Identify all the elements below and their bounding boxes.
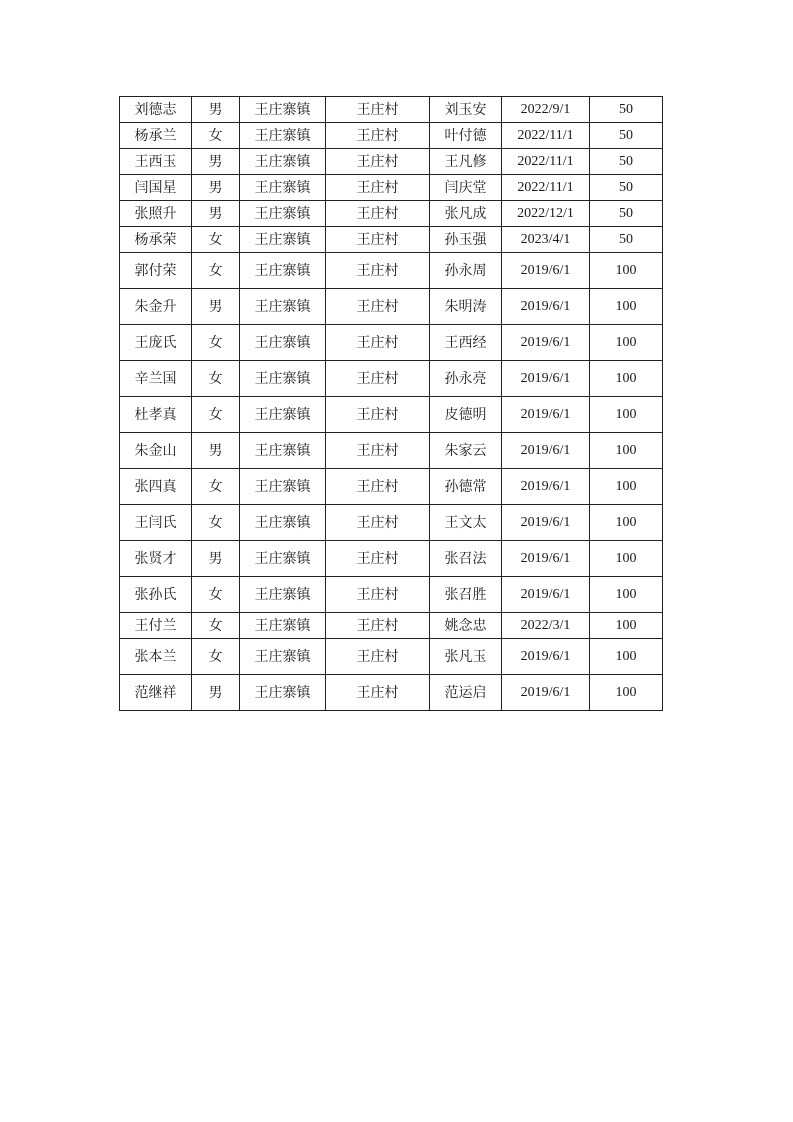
town-cell: 王庄寨镇 — [240, 289, 326, 325]
table-row — [120, 227, 663, 253]
gender-cell: 女 — [192, 469, 240, 505]
village-cell: 王庄村 — [326, 541, 430, 577]
village-cell: 王庄村 — [326, 361, 430, 397]
date-cell: 2019/6/1 — [502, 675, 590, 711]
town-cell: 王庄寨镇 — [240, 253, 326, 289]
name-cell: 王付兰 — [120, 613, 192, 639]
contact-cell: 孙永周 — [430, 253, 502, 289]
village-cell: 王庄村 — [326, 469, 430, 505]
contact-cell: 王文太 — [430, 505, 502, 541]
table-row — [120, 675, 663, 711]
village-cell: 王庄村 — [326, 149, 430, 175]
roster-table-body — [120, 97, 663, 711]
date-cell: 2019/6/1 — [502, 397, 590, 433]
contact-cell: 王西经 — [430, 325, 502, 361]
amount-cell: 50 — [590, 149, 663, 175]
table-row — [120, 433, 663, 469]
date-cell: 2022/9/1 — [502, 97, 590, 123]
gender-cell: 男 — [192, 675, 240, 711]
date-cell: 2022/11/1 — [502, 175, 590, 201]
gender-cell: 男 — [192, 175, 240, 201]
amount-cell: 50 — [590, 227, 663, 253]
name-cell: 刘德志 — [120, 97, 192, 123]
date-cell: 2022/12/1 — [502, 201, 590, 227]
name-cell: 杨承兰 — [120, 123, 192, 149]
town-cell: 王庄寨镇 — [240, 613, 326, 639]
table-row — [120, 97, 663, 123]
table-row — [120, 361, 663, 397]
contact-cell: 孙玉强 — [430, 227, 502, 253]
name-cell: 王庞氏 — [120, 325, 192, 361]
table-row — [120, 253, 663, 289]
gender-cell: 男 — [192, 97, 240, 123]
amount-cell: 100 — [590, 675, 663, 711]
name-cell: 杨承荣 — [120, 227, 192, 253]
date-cell: 2019/6/1 — [502, 505, 590, 541]
town-cell: 王庄寨镇 — [240, 433, 326, 469]
town-cell: 王庄寨镇 — [240, 175, 326, 201]
table-row — [120, 123, 663, 149]
gender-cell: 女 — [192, 397, 240, 433]
date-cell: 2019/6/1 — [502, 639, 590, 675]
contact-cell: 张召法 — [430, 541, 502, 577]
gender-cell: 女 — [192, 361, 240, 397]
village-cell: 王庄村 — [326, 577, 430, 613]
town-cell: 王庄寨镇 — [240, 325, 326, 361]
amount-cell: 100 — [590, 505, 663, 541]
amount-cell: 100 — [590, 289, 663, 325]
contact-cell: 朱明涛 — [430, 289, 502, 325]
name-cell: 张本兰 — [120, 639, 192, 675]
gender-cell: 男 — [192, 433, 240, 469]
table-row — [120, 149, 663, 175]
gender-cell: 男 — [192, 289, 240, 325]
village-cell: 王庄村 — [326, 505, 430, 541]
gender-cell: 女 — [192, 123, 240, 149]
contact-cell: 张召胜 — [430, 577, 502, 613]
name-cell: 杜孝真 — [120, 397, 192, 433]
contact-cell: 孙永亮 — [430, 361, 502, 397]
town-cell: 王庄寨镇 — [240, 397, 326, 433]
date-cell: 2019/6/1 — [502, 577, 590, 613]
village-cell: 王庄村 — [326, 433, 430, 469]
date-cell: 2023/4/1 — [502, 227, 590, 253]
contact-cell: 王凡修 — [430, 149, 502, 175]
town-cell: 王庄寨镇 — [240, 469, 326, 505]
village-cell: 王庄村 — [326, 289, 430, 325]
gender-cell: 女 — [192, 227, 240, 253]
table-row — [120, 577, 663, 613]
amount-cell: 100 — [590, 577, 663, 613]
date-cell: 2022/11/1 — [502, 123, 590, 149]
name-cell: 辛兰国 — [120, 361, 192, 397]
table-row — [120, 469, 663, 505]
village-cell: 王庄村 — [326, 175, 430, 201]
name-cell: 朱金山 — [120, 433, 192, 469]
date-cell: 2019/6/1 — [502, 469, 590, 505]
town-cell: 王庄寨镇 — [240, 201, 326, 227]
town-cell: 王庄寨镇 — [240, 123, 326, 149]
village-cell: 王庄村 — [326, 675, 430, 711]
date-cell: 2019/6/1 — [502, 253, 590, 289]
amount-cell: 100 — [590, 325, 663, 361]
gender-cell: 女 — [192, 253, 240, 289]
contact-cell: 皮德明 — [430, 397, 502, 433]
date-cell: 2019/6/1 — [502, 361, 590, 397]
contact-cell: 范运启 — [430, 675, 502, 711]
amount-cell: 100 — [590, 253, 663, 289]
table-row — [120, 289, 663, 325]
town-cell: 王庄寨镇 — [240, 361, 326, 397]
amount-cell: 100 — [590, 469, 663, 505]
village-cell: 王庄村 — [326, 123, 430, 149]
town-cell: 王庄寨镇 — [240, 541, 326, 577]
name-cell: 张贤才 — [120, 541, 192, 577]
name-cell: 范继祥 — [120, 675, 192, 711]
contact-cell: 朱家云 — [430, 433, 502, 469]
gender-cell: 女 — [192, 613, 240, 639]
town-cell: 王庄寨镇 — [240, 505, 326, 541]
gender-cell: 女 — [192, 505, 240, 541]
name-cell: 郭付荣 — [120, 253, 192, 289]
contact-cell: 叶付德 — [430, 123, 502, 149]
table-row — [120, 201, 663, 227]
contact-cell: 闫庆堂 — [430, 175, 502, 201]
town-cell: 王庄寨镇 — [240, 577, 326, 613]
date-cell: 2022/3/1 — [502, 613, 590, 639]
town-cell: 王庄寨镇 — [240, 639, 326, 675]
table-row — [120, 325, 663, 361]
town-cell: 王庄寨镇 — [240, 675, 326, 711]
name-cell: 张孙氏 — [120, 577, 192, 613]
name-cell: 王闫氏 — [120, 505, 192, 541]
name-cell: 朱金升 — [120, 289, 192, 325]
name-cell: 王西玉 — [120, 149, 192, 175]
gender-cell: 男 — [192, 541, 240, 577]
table-row — [120, 613, 663, 639]
amount-cell: 50 — [590, 201, 663, 227]
gender-cell: 女 — [192, 639, 240, 675]
date-cell: 2022/11/1 — [502, 149, 590, 175]
table-row — [120, 541, 663, 577]
gender-cell: 女 — [192, 325, 240, 361]
contact-cell: 张凡成 — [430, 201, 502, 227]
table-row — [120, 639, 663, 675]
village-cell: 王庄村 — [326, 397, 430, 433]
town-cell: 王庄寨镇 — [240, 227, 326, 253]
village-cell: 王庄村 — [326, 613, 430, 639]
amount-cell: 50 — [590, 123, 663, 149]
village-cell: 王庄村 — [326, 201, 430, 227]
date-cell: 2019/6/1 — [502, 541, 590, 577]
gender-cell: 女 — [192, 577, 240, 613]
village-cell: 王庄村 — [326, 325, 430, 361]
amount-cell: 50 — [590, 97, 663, 123]
table-row — [120, 505, 663, 541]
town-cell: 王庄寨镇 — [240, 149, 326, 175]
amount-cell: 100 — [590, 613, 663, 639]
roster-table — [119, 96, 663, 711]
amount-cell: 100 — [590, 397, 663, 433]
date-cell: 2019/6/1 — [502, 433, 590, 469]
contact-cell: 姚念忠 — [430, 613, 502, 639]
name-cell: 张照升 — [120, 201, 192, 227]
table-row — [120, 397, 663, 433]
name-cell: 闫国星 — [120, 175, 192, 201]
date-cell: 2019/6/1 — [502, 325, 590, 361]
gender-cell: 男 — [192, 201, 240, 227]
table-row — [120, 175, 663, 201]
name-cell: 张四真 — [120, 469, 192, 505]
amount-cell: 50 — [590, 175, 663, 201]
amount-cell: 100 — [590, 433, 663, 469]
amount-cell: 100 — [590, 541, 663, 577]
contact-cell: 刘玉安 — [430, 97, 502, 123]
village-cell: 王庄村 — [326, 97, 430, 123]
amount-cell: 100 — [590, 639, 663, 675]
contact-cell: 张凡玉 — [430, 639, 502, 675]
date-cell: 2019/6/1 — [502, 289, 590, 325]
amount-cell: 100 — [590, 361, 663, 397]
village-cell: 王庄村 — [326, 227, 430, 253]
village-cell: 王庄村 — [326, 639, 430, 675]
village-cell: 王庄村 — [326, 253, 430, 289]
contact-cell: 孙德常 — [430, 469, 502, 505]
gender-cell: 男 — [192, 149, 240, 175]
town-cell: 王庄寨镇 — [240, 97, 326, 123]
